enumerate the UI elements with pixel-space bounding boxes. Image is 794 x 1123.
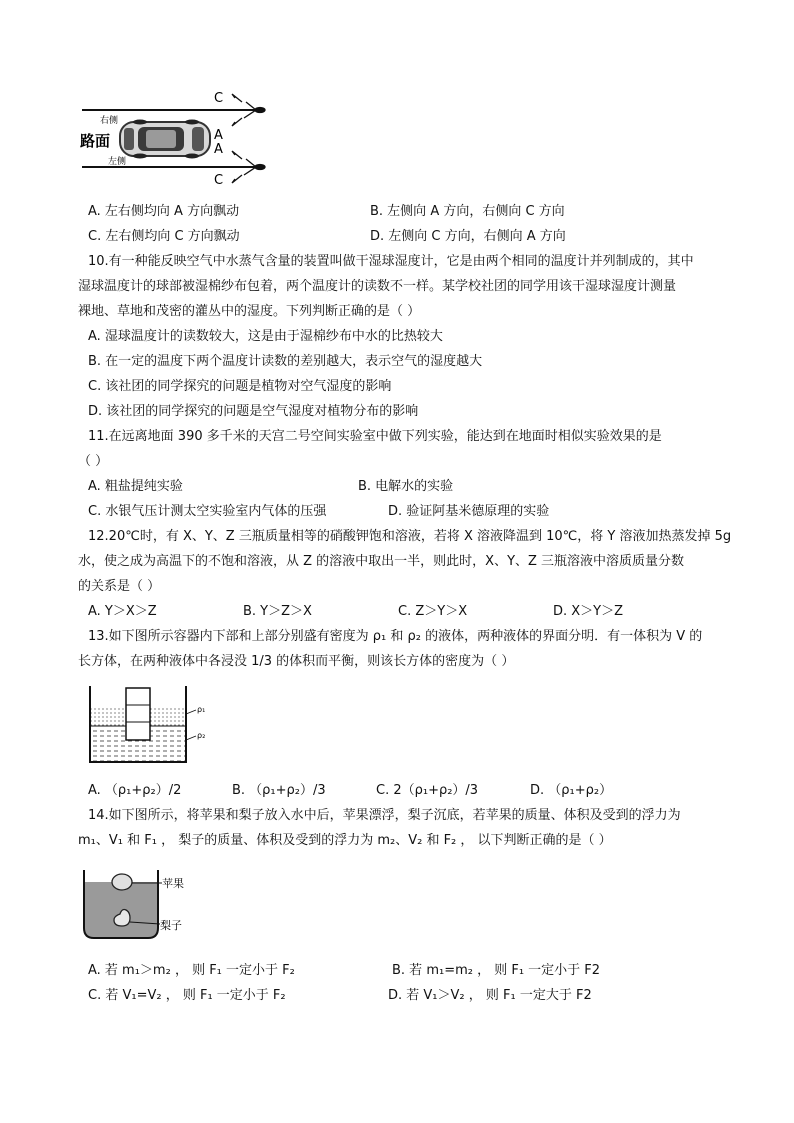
pear-label: 梨子	[160, 919, 182, 932]
q13-option-c[interactable]: C. 2（ρ₁+ρ₂）/3	[376, 783, 479, 798]
container-two-liquids-figure	[86, 684, 226, 768]
q11-option-a[interactable]: A. 粗盐提纯实验	[88, 479, 183, 494]
q13-stem-line-1: 13.如下图所示容器内下部和上部分别盛有密度为 ρ₁ 和 ρ₂ 的液体，两种液体的界面分明．有一体积为 V 的	[88, 629, 703, 644]
q11-option-b[interactable]: B. 电解水的实验	[358, 479, 454, 494]
q14-stem-line-2: m₁、V₁ 和 F₁ ， 梨子的质量、体积及受到的浮力为 m₂、V₂ 和 F₂ ， 以下判断正确的是（ ）	[78, 833, 612, 848]
car-road-figure	[80, 80, 280, 190]
q12-stem-line-2: 水，使之成为高温下的不饱和溶液，从 Z 的溶液中取出一半，则此时，X、Y、Z 三瓶溶液中溶质质量分数	[78, 554, 685, 569]
apple-shape	[112, 874, 132, 890]
q12-stem-line-1: 12.20℃时，有 X、Y、Z 三瓶质量相等的硝酸钾饱和溶液，若将 X 溶液降温到 10℃，将 Y 溶液加热蒸发掉 5g	[88, 529, 732, 544]
label-c-bottom: C	[214, 173, 224, 188]
q10-stem-line-2: 湿球温度计的球部被湿棉纱布包着，两个温度计的读数不一样。某学校社团的同学用该干湿球湿度计测量	[78, 279, 677, 294]
q13-option-a[interactable]: A. （ρ₁+ρ₂）/2	[88, 783, 182, 798]
q11-option-d[interactable]: D. 验证阿基米德原理的实验	[388, 504, 550, 519]
q10-option-c[interactable]: C. 该社团的同学探究的问题是植物对空气湿度的影响	[88, 379, 392, 394]
q10-stem-line-1: 10.有一种能反映空气中水蒸气含量的装置叫做干湿球湿度计，它是由两个相同的温度计并列制成的，其中	[88, 254, 694, 269]
label-a-top: A	[214, 128, 223, 143]
apple-label: 苹果	[162, 877, 184, 890]
right-side-label: 右侧	[100, 116, 119, 126]
q11-stem-line-1: 11.在远离地面 390 多千米的天宫二号空间实验室中做下列实验，能达到在地面时相似实验效果的是	[88, 429, 662, 444]
apple-pear-figure	[78, 868, 198, 944]
cuboid-block	[126, 688, 150, 740]
q11-stem-line-2: （ ）	[78, 454, 109, 469]
q10-option-a[interactable]: A. 湿球温度计的读数较大，这是由于湿棉纱布中水的比热较大	[88, 329, 443, 344]
label-a-bottom: A	[214, 142, 223, 157]
q14-option-d[interactable]: D. 若 V₁＞V₂ ， 则 F₁ 一定大于 F2	[388, 988, 592, 1003]
q9-option-a[interactable]: A. 左右侧均向 A 方向飘动	[88, 204, 240, 219]
q9-option-b[interactable]: B. 左侧向 A 方向，右侧向 C 方向	[370, 204, 565, 219]
q9-option-c[interactable]: C. 左右侧均向 C 方向飘动	[88, 229, 240, 244]
q12-option-b[interactable]: B. Y＞Z＞X	[243, 604, 312, 619]
q12-option-a[interactable]: A. Y＞X＞Z	[88, 604, 157, 619]
q13-stem-line-2: 长方体，在两种液体中各浸没 1/3 的体积而平衡，则该长方体的密度为（ ）	[78, 654, 515, 669]
road-label: 路面	[80, 132, 111, 150]
rho2-label: ρ₂	[197, 731, 206, 740]
q13-option-d[interactable]: D. （ρ₁+ρ₂）	[530, 783, 613, 798]
q12-option-c[interactable]: C. Z＞Y＞X	[398, 604, 468, 619]
q14-option-a[interactable]: A. 若 m₁＞m₂ ， 则 F₁ 一定小于 F₂	[88, 963, 295, 978]
streamer-arrows	[232, 94, 265, 183]
q14-option-b[interactable]: B. 若 m₁=m₂ ， 则 F₁ 一定小于 F2	[392, 963, 601, 978]
left-side-label: 左侧	[108, 157, 127, 167]
car-image	[120, 120, 210, 159]
q13-option-b[interactable]: B. （ρ₁+ρ₂）/3	[232, 783, 326, 798]
q9-option-d[interactable]: D. 左侧向 C 方向，右侧向 A 方向	[370, 229, 566, 244]
q12-option-d[interactable]: D. X＞Y＞Z	[553, 604, 624, 619]
q14-stem-line-1: 14.如下图所示，将苹果和梨子放入水中后，苹果漂浮，梨子沉底，若苹果的质量、体积及受到的浮力为	[88, 808, 681, 823]
rho1-label: ρ₁	[197, 705, 206, 714]
q14-option-c[interactable]: C. 若 V₁=V₂ ， 则 F₁ 一定小于 F₂	[88, 988, 286, 1003]
q10-option-d[interactable]: D. 该社团的同学探究的问题是空气湿度对植物分布的影响	[88, 404, 419, 419]
label-c-top: C	[214, 91, 224, 106]
q11-option-c[interactable]: C. 水银气压计测太空实验室内气体的压强	[88, 504, 327, 519]
q10-stem-line-3: 裸地、草地和茂密的灌丛中的湿度。下列判断正确的是（ ）	[78, 304, 421, 319]
q10-option-b[interactable]: B. 在一定的温度下两个温度计读数的差别越大，表示空气的湿度越大	[88, 354, 483, 369]
q12-stem-line-3: 的关系是（ ）	[78, 579, 161, 594]
